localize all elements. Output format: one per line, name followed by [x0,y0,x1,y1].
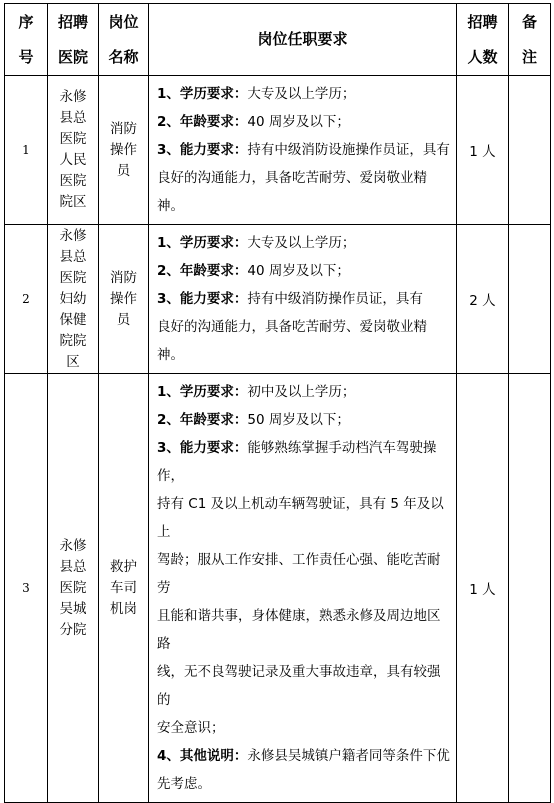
req-line [157,490,450,546]
table-row [5,374,551,803]
unit-line: 分院 [59,621,87,638]
req-line [157,285,450,313]
req-line [157,742,450,770]
req-line [157,546,450,602]
req-label: 3、能力要求： [157,142,248,158]
header-position-line-2: 名称 [108,47,139,66]
req-text: 永修县吴城镇户籍者同等条件下优 [247,748,450,764]
req-line [157,164,450,220]
unit-line: 吴城 [59,600,87,617]
row-seq: 1 [5,76,48,225]
req-text: 持有中级消防设施操作员证，具有 [247,142,450,158]
row-unit [48,374,99,803]
row-remark [509,225,551,374]
req-text: 良好的沟通能力，具备吃苦耐劳、爱岗敬业精神。 [157,170,427,214]
req-text: 线，无不良驾驶记录及重大事故违章，具有较强的 [157,664,441,708]
req-text: 50 周岁及以下； [247,412,350,428]
header-unit [48,4,99,76]
header-unit-line-1: 招聘 [57,12,88,31]
row-count: 1 人 [457,76,509,225]
req-line [157,770,450,798]
header-seq-line-2: 号 [18,47,34,66]
row-position [99,374,149,803]
row-unit [48,225,99,374]
req-label: 2、年龄要求： [157,263,248,279]
unit-line: 院区 [59,194,87,210]
req-text: 40 周岁及以下； [247,114,350,130]
req-text: 持有中级消防操作员证，具有 [247,291,423,307]
req-label: 3、能力要求： [157,291,248,307]
req-line [157,714,450,742]
unit-line: 保健 [59,311,87,328]
req-text: 先考虑。 [157,776,211,792]
unit-line: 县总 [59,110,87,126]
req-text: 驾龄；服从工作安排、工作责任心强、能吃苦耐劳 [157,552,441,596]
table-row [5,76,551,225]
recruitment-table [4,3,551,803]
unit-line: 医院 [59,269,87,286]
position-line: 操作 [110,141,137,158]
req-text: 安全意识； [157,720,225,736]
req-line [157,257,450,285]
req-line [157,136,450,164]
req-line [157,80,450,108]
req-line [157,378,450,406]
row-seq: 3 [5,374,48,803]
unit-line: 区 [66,353,80,370]
req-text: 持有 C1 及以上机动车辆驾驶证，具有 5 年及以上 [157,496,444,540]
req-line [157,434,450,490]
unit-line: 县总 [59,248,87,265]
position-line: 员 [116,311,131,328]
req-text: 40 周岁及以下； [247,263,350,279]
req-line [157,658,450,714]
unit-line: 永修 [59,227,87,244]
req-label: 1、学历要求： [157,384,248,400]
position-line: 消防 [110,120,137,137]
unit-line: 永修 [59,537,87,554]
req-line [157,313,450,369]
req-label: 3、能力要求： [157,440,248,456]
table-row [5,225,551,374]
req-line [157,406,450,434]
req-label: 2、年龄要求： [157,412,248,428]
row-unit [48,76,99,225]
row-remark [509,374,551,803]
unit-line: 妇幼 [59,290,87,307]
unit-line: 院院 [59,332,87,349]
unit-line: 人民 [59,152,87,168]
position-line: 救护 [110,558,137,575]
header-remark [509,4,551,76]
row-requirements [149,374,457,803]
position-line: 操作 [110,290,137,307]
header-unit-line-2: 医院 [57,47,88,66]
row-requirements [149,225,457,374]
req-line [157,108,450,136]
unit-line: 医院 [59,131,87,147]
row-count: 2 人 [457,225,509,374]
row-remark [509,76,551,225]
position-line: 车司 [110,579,137,596]
row-position [99,225,149,374]
position-line: 员 [116,162,131,179]
header-remark-line-2: 注 [521,47,537,66]
header-row [5,4,551,76]
header-count [457,4,509,76]
unit-line: 医院 [59,173,87,189]
header-remark-line-1: 备 [521,12,537,31]
unit-line: 永修 [59,89,87,105]
req-text: 良好的沟通能力，具备吃苦耐劳、爱岗敬业精神。 [157,319,427,363]
header-seq [5,4,48,76]
req-text: 大专及以上学历； [247,86,356,102]
header-count-line-2: 人数 [467,47,498,66]
header-count-line-1: 招聘 [467,12,498,31]
header-position [99,4,149,76]
position-line: 机岗 [110,600,137,617]
header-requirements: 岗位任职要求 [149,4,457,76]
unit-line: 医院 [59,579,87,596]
req-text: 大专及以上学历； [247,235,356,251]
req-label: 1、学历要求： [157,235,248,251]
row-count: 1 人 [457,374,509,803]
req-label: 4、其他说明： [157,748,248,764]
req-label: 1、学历要求： [157,86,248,102]
row-position [99,76,149,225]
header-position-line-1: 岗位 [108,12,139,31]
req-text: 初中及以上学历； [247,384,356,400]
req-line [157,229,450,257]
req-line [157,602,450,658]
req-label: 2、年龄要求： [157,114,248,130]
unit-line: 县总 [59,558,87,575]
req-text: 且能和谐共事，身体健康，熟悉永修及周边地区路 [157,608,441,652]
row-requirements [149,76,457,225]
req-text: 能够熟练掌握手动档汽车驾驶操作， [157,440,437,484]
header-seq-line-1: 序 [18,12,34,31]
position-line: 消防 [110,269,137,286]
row-seq: 2 [5,225,48,374]
